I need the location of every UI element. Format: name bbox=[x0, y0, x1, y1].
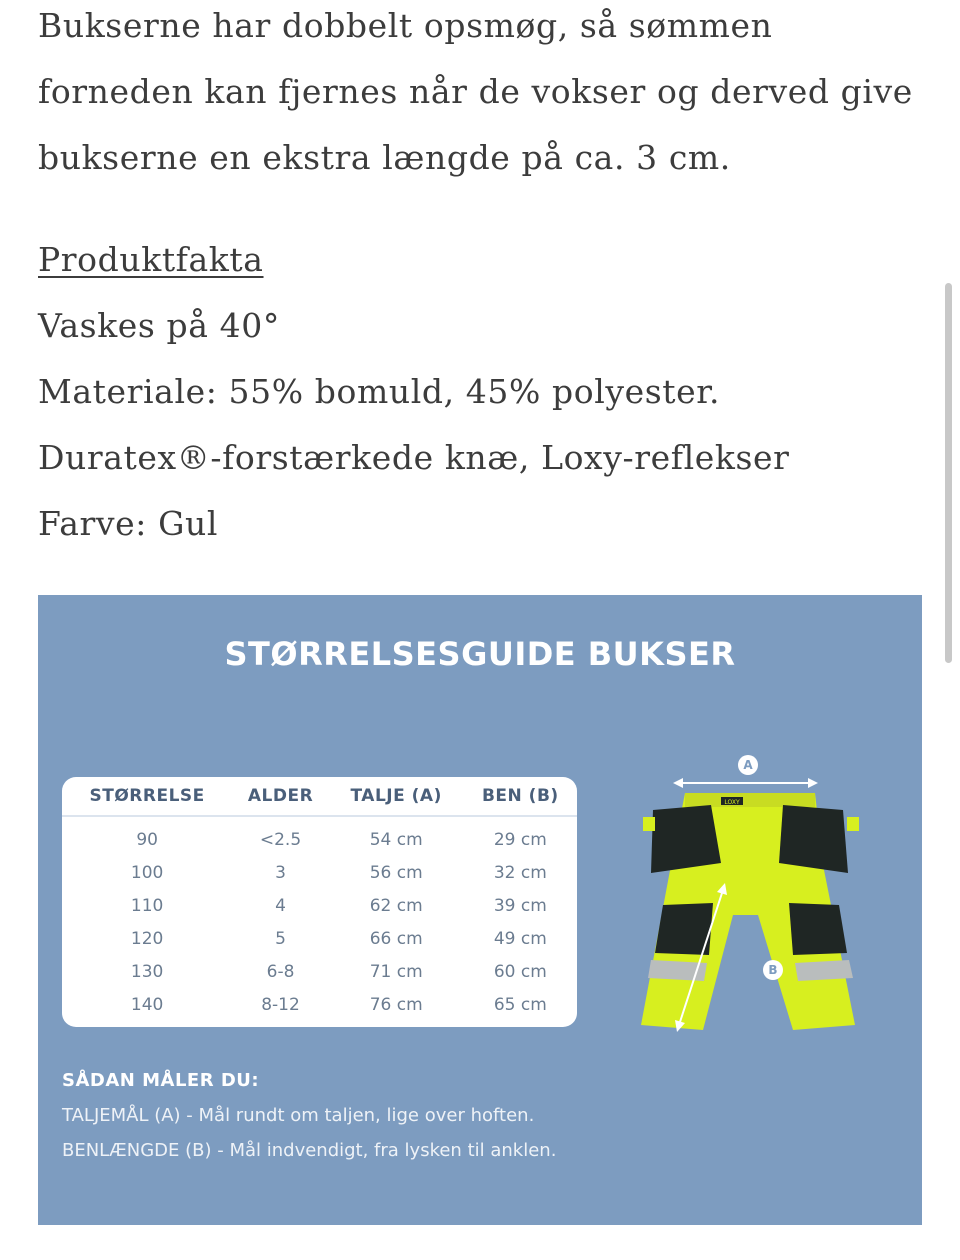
cell-leg: 49 cm bbox=[493, 928, 547, 949]
pants-right-holster-pocket bbox=[779, 805, 848, 873]
cell-age: <2.5 bbox=[259, 829, 302, 850]
pants-right-reflective-stripe bbox=[795, 960, 853, 981]
pants-waistband bbox=[685, 793, 815, 807]
column-header-size: STØRRELSE bbox=[62, 777, 232, 816]
cell-size: 130 bbox=[130, 961, 164, 982]
pants-right-knee-pad bbox=[789, 903, 847, 955]
cell-leg: 29 cm bbox=[493, 829, 547, 850]
cell-size: 110 bbox=[130, 895, 164, 916]
fact-wash: Vaskes på 40° bbox=[38, 306, 280, 345]
cell-waist: 71 cm bbox=[369, 961, 423, 982]
pants-illustration bbox=[593, 755, 913, 1045]
column-header-leg: BEN (B) bbox=[464, 777, 577, 816]
cell-leg: 65 cm bbox=[493, 994, 547, 1015]
cell-waist: 54 cm bbox=[369, 829, 423, 850]
table-row bbox=[62, 922, 577, 955]
fact-color: Farve: Gul bbox=[38, 504, 219, 543]
cell-age: 6-8 bbox=[266, 961, 295, 982]
cell-age: 8-12 bbox=[261, 994, 300, 1015]
cell-age: 4 bbox=[275, 895, 286, 916]
pants-brand-text: LOXY bbox=[724, 799, 740, 806]
cell-leg: 39 cm bbox=[493, 895, 547, 916]
size-guide-title: STØRRELSESGUIDE BUKSER bbox=[224, 635, 736, 673]
scrollbar-thumb[interactable] bbox=[945, 283, 952, 663]
cell-size: 100 bbox=[130, 862, 164, 883]
size-table bbox=[62, 777, 577, 1027]
table-row bbox=[62, 856, 577, 889]
cell-age: 5 bbox=[275, 928, 286, 949]
cell-size: 140 bbox=[130, 994, 164, 1015]
fact-features: Duratex®-forstærkede knæ, Loxy-reflekser bbox=[38, 438, 790, 477]
pants-left-holster-pocket bbox=[651, 805, 721, 873]
size-guide-image bbox=[38, 595, 922, 1225]
marker-a-label: A bbox=[743, 758, 753, 772]
how-to-measure-waist: TALJEMÅL (A) - Mål rundt om taljen, lige over hoften. bbox=[62, 1105, 535, 1126]
waist-arrow-head-right bbox=[808, 778, 818, 788]
cell-size: 120 bbox=[130, 928, 164, 949]
column-header-waist: TALJE (A) bbox=[329, 777, 464, 816]
column-header-age: ALDER bbox=[232, 777, 328, 816]
product-facts-heading[interactable]: Produktfakta bbox=[38, 240, 264, 279]
cell-leg: 60 cm bbox=[493, 961, 547, 982]
table-header-row bbox=[62, 777, 577, 816]
marker-b-label: B bbox=[768, 963, 778, 977]
cell-waist: 62 cm bbox=[369, 895, 423, 916]
pants-left-loop bbox=[643, 817, 655, 831]
cell-waist: 56 cm bbox=[369, 862, 423, 883]
table-row bbox=[62, 889, 577, 922]
table-row bbox=[62, 988, 577, 1021]
fact-material: Materiale: 55% bomuld, 45% polyester. bbox=[38, 372, 721, 411]
table-row bbox=[62, 955, 577, 988]
table-row bbox=[62, 816, 577, 856]
cell-leg: 32 cm bbox=[493, 862, 547, 883]
cell-age: 3 bbox=[275, 862, 286, 883]
description-line: forneden kan fjernes når de vokser og derved give bbox=[38, 72, 913, 111]
description-line: Bukserne har dobbelt opsmøg, så sømmen bbox=[38, 6, 773, 45]
cell-waist: 76 cm bbox=[369, 994, 423, 1015]
cell-size: 90 bbox=[136, 829, 158, 850]
cell-waist: 66 cm bbox=[369, 928, 423, 949]
waist-arrow-head-left bbox=[673, 778, 683, 788]
pants-right-loop bbox=[847, 817, 859, 831]
how-to-measure-leg: BENLÆNGDE (B) - Mål indvendigt, fra lysken til anklen. bbox=[62, 1140, 557, 1161]
how-to-measure-title: SÅDAN MÅLER DU: bbox=[62, 1070, 260, 1091]
description-line: bukserne en ekstra længde på ca. 3 cm. bbox=[38, 138, 731, 177]
